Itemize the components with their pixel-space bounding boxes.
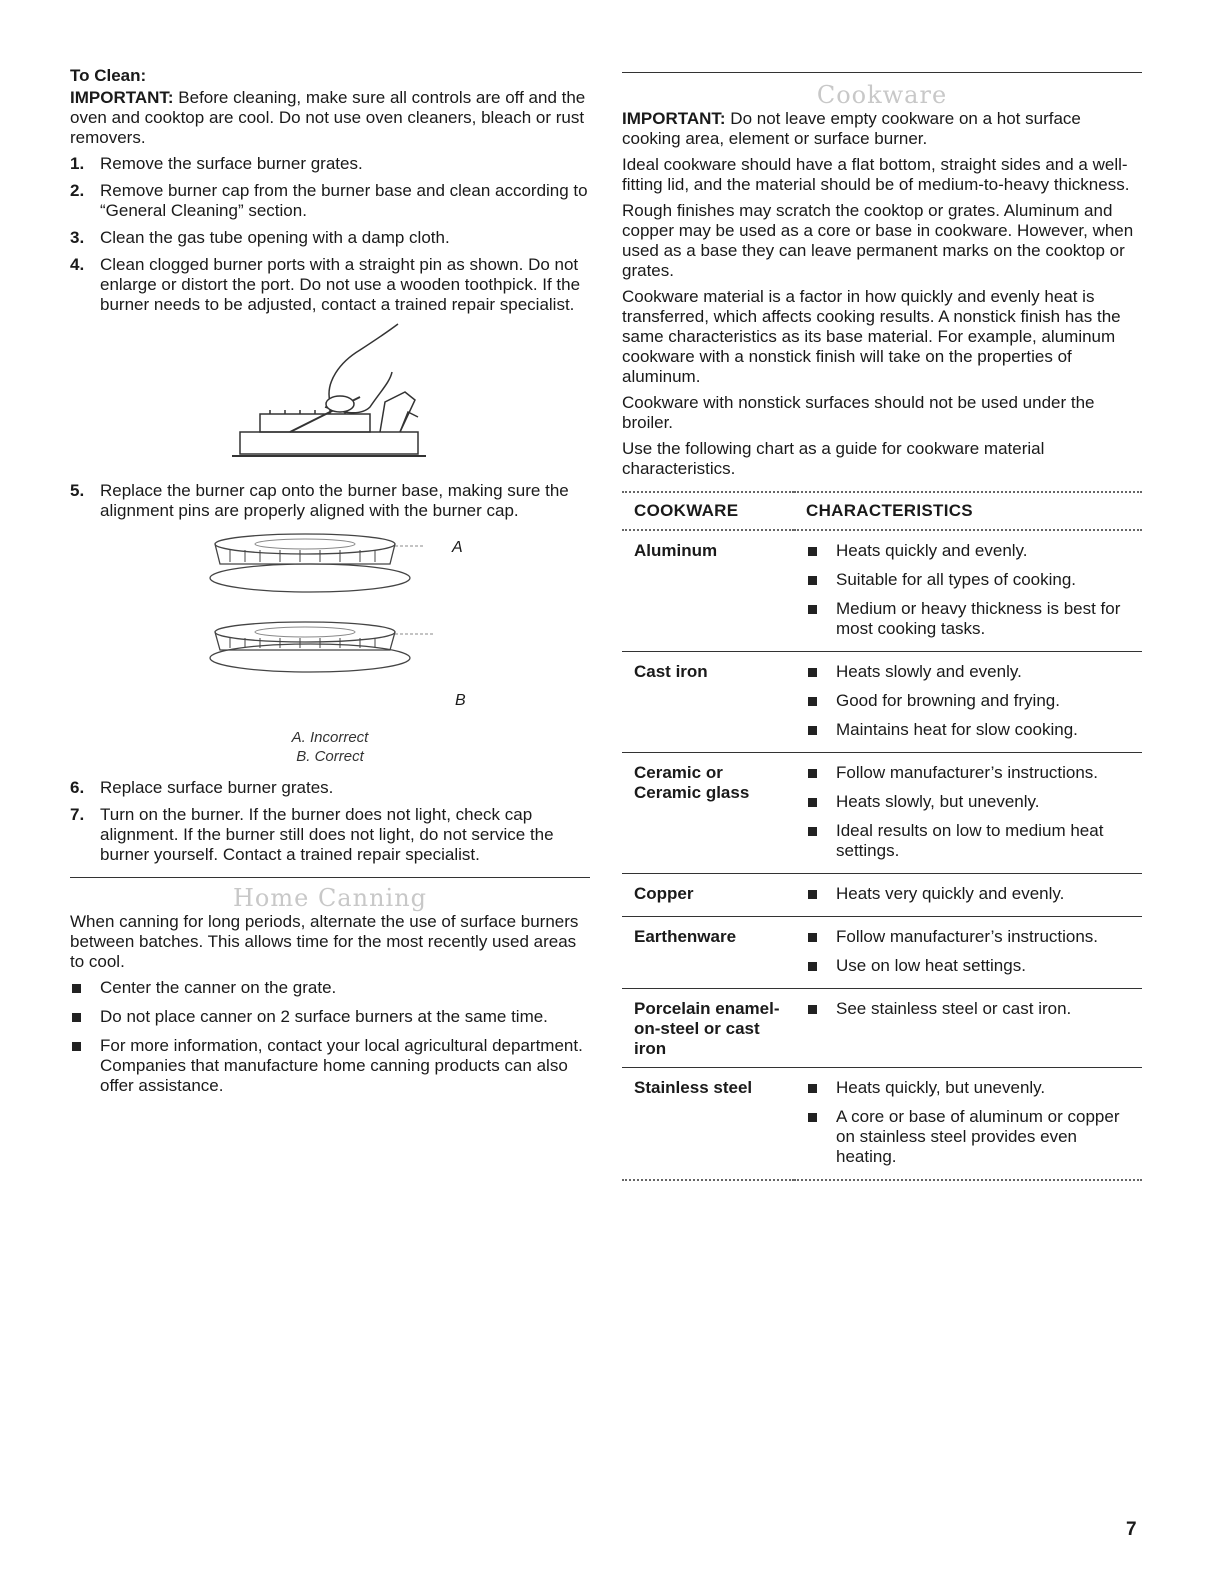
cookware-important-text: Do not leave empty cookware on a hot surface cooking area, element or surface burner. (622, 109, 1081, 148)
cookware-material: Ceramic or Ceramic glass (622, 753, 794, 874)
cookware-characteristics (794, 652, 1142, 753)
cookware-material: Stainless steel (622, 1068, 794, 1181)
characteristic-item (806, 927, 1142, 947)
right-column (622, 72, 1142, 1181)
step-item (70, 228, 590, 248)
characteristics-list (806, 541, 1142, 639)
characteristic-text: Follow manufacturer’s instructions. (836, 927, 1099, 946)
square-bullet-icon (808, 962, 817, 971)
step-item (70, 181, 590, 221)
bullet-text: For more information, contact your local agricultural department. Companies that manufacture home canning products can also offer assistance. (100, 1036, 583, 1095)
important-text: Before cleaning, make sure all controls are off and the oven and cooktop are cool. Do not use oven cleaners, bleach or rust removers. (70, 88, 586, 147)
to-clean-important (70, 88, 590, 148)
square-bullet-icon (808, 605, 817, 614)
square-bullet-icon (808, 668, 817, 677)
characteristic-item (806, 1107, 1142, 1167)
characteristics-list (806, 927, 1142, 976)
to-clean-heading: To Clean: (70, 66, 147, 85)
cookware-material: Aluminum (634, 541, 718, 560)
cookware-paragraph: Cookware material is a factor in how quickly and evenly heat is transferred, which affects cooking results. A nonstick finish has the same characteristics as its base material. For example, aluminum cookware with a nonstick finish will take on the properties of aluminum. (622, 287, 1121, 386)
cookware-important (622, 109, 1142, 149)
characteristic-text: Heats slowly, but unevenly. (836, 792, 1040, 811)
page-number: 7 (1126, 1519, 1137, 1540)
characteristic-item (806, 720, 1142, 740)
burner-cap-figure (70, 528, 590, 678)
bullet-text: Center the canner on the grate. (100, 978, 337, 997)
home-canning-title: Home Canning (232, 884, 428, 912)
characteristic-item (806, 956, 1142, 976)
table-body (622, 530, 1142, 1180)
characteristic-item (806, 821, 1142, 861)
legend-b: B. Correct (296, 748, 364, 765)
cookware-material: Porcelain enamel-on-steel or cast iron (622, 989, 794, 1068)
col-header-characteristics: CHARACTERISTICS (806, 501, 973, 520)
characteristic-item (806, 884, 1142, 904)
legend-a: A. Incorrect (291, 729, 369, 746)
table-row (622, 1068, 1142, 1181)
cookware-characteristics (794, 1068, 1142, 1181)
step-number: 2. (70, 181, 85, 200)
characteristic-text: Ideal results on low to medium heat settings. (836, 821, 1104, 860)
section-divider (70, 877, 590, 878)
characteristic-item (806, 599, 1142, 639)
steps-list-b (70, 481, 590, 521)
steps-list-c (70, 778, 590, 865)
characteristic-item (806, 999, 1142, 1019)
step-number: 6. (70, 778, 85, 797)
step-text: Clean the gas tube opening with a damp cloth. (100, 228, 450, 247)
characteristics-list (806, 999, 1142, 1019)
table-row (622, 753, 1142, 874)
table-row (622, 989, 1142, 1068)
characteristic-text: Medium or heavy thickness is best for most cooking tasks. (836, 599, 1121, 638)
important-lead: IMPORTANT: (70, 88, 174, 107)
cookware-characteristics-table (622, 491, 1142, 1181)
characteristic-item (806, 691, 1142, 711)
step-number: 1. (70, 154, 85, 173)
table-row (622, 652, 1142, 753)
cookware-top-rule (622, 72, 1142, 73)
home-canning-bullets (70, 978, 590, 1096)
characteristic-text: Heats quickly, but unevenly. (836, 1078, 1046, 1097)
burner-cap-correct-illustration (200, 620, 440, 685)
square-bullet-icon (808, 726, 817, 735)
characteristics-list (806, 763, 1142, 861)
table-row (622, 874, 1142, 917)
characteristic-text: See stainless steel or cast iron. (836, 999, 1072, 1018)
square-bullet-icon (808, 933, 817, 942)
bullet-text: Do not place canner on 2 surface burners at the same time. (100, 1007, 548, 1026)
cookware-characteristics (794, 530, 1142, 652)
cookware-material: Copper (622, 874, 794, 917)
step-text: Turn on the burner. If the burner does not light, check cap alignment. If the burner still does not light, do not service the burner yourself. Contact a trained repair specialist. (100, 805, 554, 864)
bullet-item (70, 1036, 590, 1096)
square-bullet-icon (808, 890, 817, 899)
step-text: Remove burner cap from the burner base and clean according to “General Cleaning” section. (100, 181, 588, 220)
cookware-title: Cookware (816, 81, 948, 109)
cookware-important-lead: IMPORTANT: (622, 109, 726, 128)
figure-label-b: B (455, 692, 466, 709)
home-canning-intro: When canning for long periods, alternate the use of surface burners between batches. This allows time for the most recently used areas to cool. (70, 912, 579, 971)
square-bullet-icon (808, 1005, 817, 1014)
characteristic-text: A core or base of aluminum or copper on stainless steel provides even heating. (836, 1107, 1120, 1166)
square-bullet-icon (808, 576, 817, 585)
step-number: 5. (70, 481, 85, 500)
step-item (70, 481, 590, 521)
step-item (70, 805, 590, 865)
square-bullet-icon (808, 798, 817, 807)
square-bullet-icon (808, 1084, 817, 1093)
characteristics-list (806, 662, 1142, 740)
characteristic-text: Good for browning and frying. (836, 691, 1060, 710)
characteristic-text: Heats quickly and evenly. (836, 541, 1028, 560)
cookware-characteristics (794, 989, 1142, 1068)
burner-cleaning-illustration (230, 322, 430, 467)
square-bullet-icon (72, 1013, 81, 1022)
cookware-characteristics (794, 753, 1142, 874)
square-bullet-icon (808, 827, 817, 836)
characteristic-item (806, 541, 1142, 561)
step-number: 3. (70, 228, 85, 247)
step-number: 4. (70, 255, 85, 274)
cookware-paragraph: Ideal cookware should have a flat bottom, straight sides and a well-fitting lid, and the material should be of medium-to-heavy thickness. (622, 155, 1130, 194)
col-header-cookware: COOKWARE (634, 501, 739, 520)
characteristic-item (806, 1078, 1142, 1098)
step-text: Replace surface burner grates. (100, 778, 334, 797)
table-row (622, 917, 1142, 989)
cookware-material: Cast iron (622, 652, 794, 753)
cookware-material: Earthenware (622, 917, 794, 989)
step-text: Clean clogged burner ports with a straight pin as shown. Do not enlarge or distort the port. Do not use a wooden toothpick. If the burner needs to be adjusted, contact a trained repair specialist. (100, 255, 581, 314)
square-bullet-icon (808, 547, 817, 556)
step-text: Remove the surface burner grates. (100, 154, 363, 173)
step-item (70, 255, 590, 315)
characteristic-text: Follow manufacturer’s instructions. (836, 763, 1099, 782)
characteristic-text: Suitable for all types of cooking. (836, 570, 1077, 589)
square-bullet-icon (72, 984, 81, 993)
square-bullet-icon (808, 697, 817, 706)
burner-cap-incorrect-illustration (200, 532, 430, 597)
square-bullet-icon (808, 1113, 817, 1122)
left-column (70, 66, 590, 1105)
characteristic-item (806, 662, 1142, 682)
steps-list-a (70, 154, 590, 315)
table-row (622, 530, 1142, 652)
characteristic-item (806, 570, 1142, 590)
characteristics-list (806, 1078, 1142, 1167)
step-number: 7. (70, 805, 85, 824)
table-header-row (622, 492, 1142, 530)
cookware-characteristics (794, 874, 1142, 917)
cookware-characteristics (794, 917, 1142, 989)
characteristic-text: Heats very quickly and evenly. (836, 884, 1065, 903)
cookware-paragraph: Rough finishes may scratch the cooktop or grates. Aluminum and copper may be used as a core or base in cookware. However, when used as a base they can leave permanent marks on the cooktop or grates. (622, 201, 1134, 280)
cookware-paragraph: Use the following chart as a guide for cookware material characteristics. (622, 439, 1045, 478)
bullet-item (70, 978, 590, 998)
characteristic-text: Maintains heat for slow cooking. (836, 720, 1078, 739)
step-text: Replace the burner cap onto the burner base, making sure the alignment pins are properly aligned with the burner cap. (100, 481, 569, 520)
figure-legend (70, 728, 590, 766)
bullet-item (70, 1007, 590, 1027)
square-bullet-icon (808, 769, 817, 778)
characteristic-item (806, 792, 1142, 812)
characteristic-text: Use on low heat settings. (836, 956, 1026, 975)
characteristic-item (806, 763, 1142, 783)
cookware-paragraphs (622, 155, 1142, 479)
step-item (70, 154, 590, 174)
step-item (70, 778, 590, 798)
square-bullet-icon (72, 1042, 81, 1051)
cookware-paragraph: Cookware with nonstick surfaces should not be used under the broiler. (622, 393, 1095, 432)
characteristics-list (806, 884, 1142, 904)
characteristic-text: Heats slowly and evenly. (836, 662, 1022, 681)
figure-label-a: A (452, 539, 463, 556)
